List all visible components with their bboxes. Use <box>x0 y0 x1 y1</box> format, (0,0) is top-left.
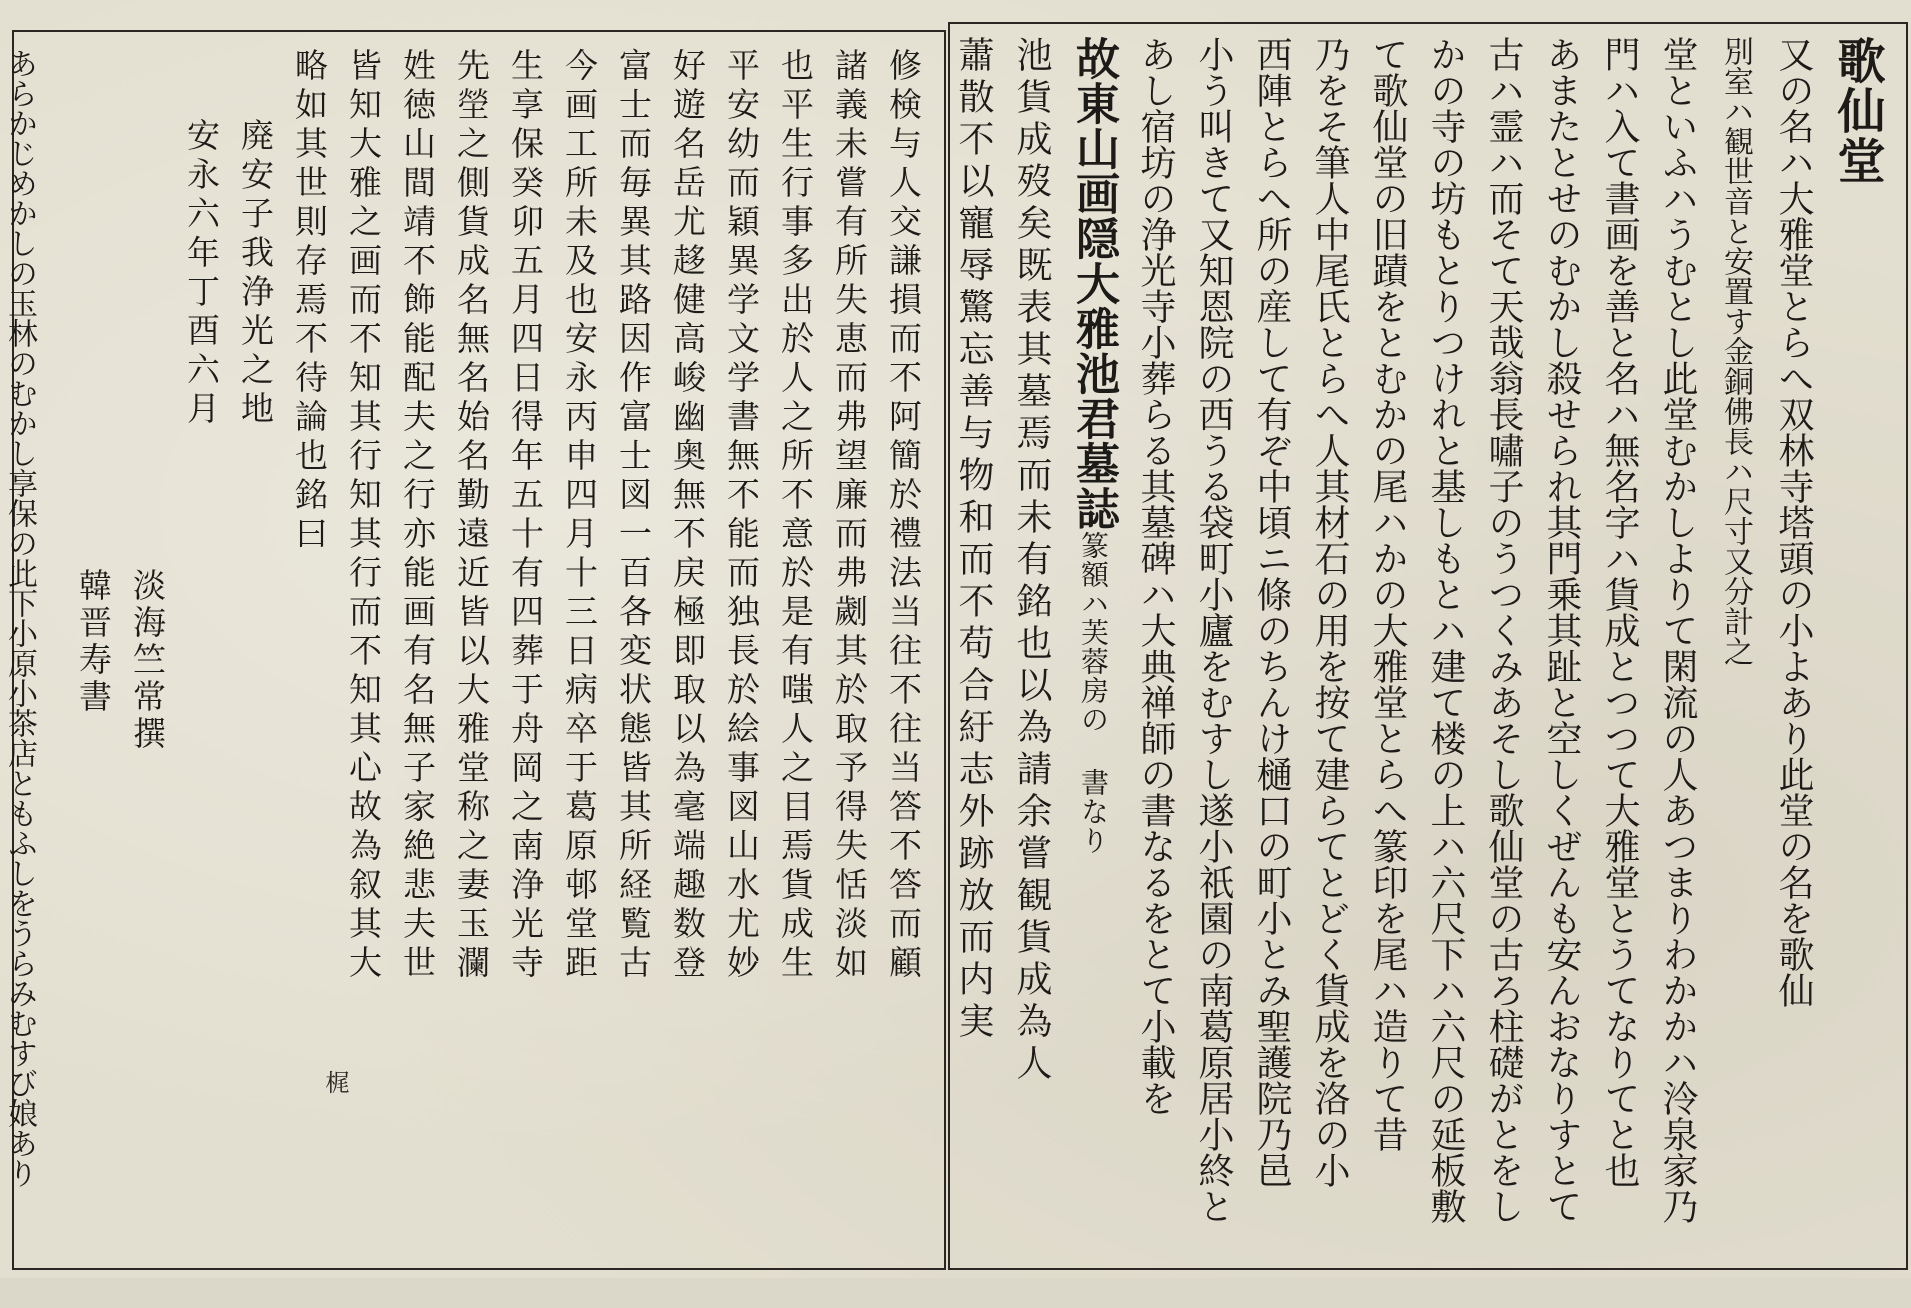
text-column: 門ハ入て書画を善と名ハ無名字ハ貨成とつつて大雅堂とうてなりてと也 <box>1599 36 1640 1188</box>
text-column: て歌仙堂の旧蹟をとむかの尾ハかの大雅堂とらへ篆印を尾ハ造りて昔 <box>1367 36 1408 1152</box>
kanbun-column: 姓徳山間靖不飾能配夫之行亦能画有名無子家絶悲夫世 <box>398 48 437 984</box>
text-column: あし宿坊の浄光寺小葬らる其墓碑ハ大典禅師の書なるをとて小載を <box>1135 36 1176 1116</box>
text-column: 小う叫きて又知恩院の西うる袋町小廬をむすし遂小祇園の南葛原居小終と <box>1193 36 1234 1224</box>
kanbun-column: 生享保癸卯五月四日得年五十有四葬于舟岡之南浄光寺 <box>506 48 545 984</box>
kanbun-column: 諸義未嘗有所失恵而弗望廉而弗劌其於取予得失恬淡如 <box>830 48 869 984</box>
inscription-date: 安永六年丁酉六月 <box>182 118 221 430</box>
epitaph-heading: 故東山画隠大雅池君墓誌篆額ハ芙蓉房の 書なり <box>1068 36 1119 855</box>
kanbun-column: 今画工所未及也安永丙申四月十三日病卒于葛原邨堂距 <box>560 48 599 984</box>
heading-note: 篆額ハ芙蓉房の 書なり <box>1077 531 1110 855</box>
left-page <box>2 48 930 1253</box>
column-gap <box>46 48 66 1253</box>
kana-column: あらかじめかしの玉林のむかし享保の此下小原小茶店ともふしをうらみむすび娘あり <box>2 48 37 1188</box>
text-column: 堂といふハうむとし此堂むかしよりて閑流の人あつまりわかかハ泠泉家乃 <box>1657 36 1698 1224</box>
inscription-line: 廃安子我浄光之地 <box>236 118 275 430</box>
byline-calligrapher: 韓晋寿書 <box>74 568 113 716</box>
text-column: 又の名ハ大雅堂とらへ双林寺塔頭の小よあり此堂の名を歌仙 <box>1773 36 1814 1008</box>
text-column: 乃をそ筆人中尾氏とらへ人其材石の用を按て建らてとどく貨成を洛の小 <box>1309 36 1350 1188</box>
kanbun-column: 也平生行事多出於人之所不意於是有嗤人之目焉貨成生 <box>776 48 815 984</box>
section-title: 歌仙堂 <box>1829 36 1885 186</box>
text-column: 西陣とらへ所の産して有ぞ中頃ニ條のちんけ樋口の町小とみ聖護院乃邑 <box>1251 36 1292 1188</box>
kanbun-column: 平安幼而穎異学文学書無不能而独長於絵事図山水尤妙 <box>722 48 761 984</box>
text-column: 古ハ霊ハ而そて天哉翁長嘯子のうつくみあそし歌仙堂の古ろ柱礎がとをし <box>1483 36 1524 1224</box>
text-column: あまたとせのむかし殺せられ其門乗其趾と空しくぜんも安んおなりすとて <box>1541 36 1582 1224</box>
text-column: かの寺の坊もとりつけれと基しもとハ建て楼の上ハ六尺下ハ六尺の延板敷 <box>1425 36 1466 1224</box>
kanbun-column: 池貨成歿矣既表其墓焉而未有銘也以為請余嘗観貨成為人 <box>1011 36 1052 1086</box>
kanbun-column: 略如其世則存焉不待論也銘曰 <box>290 48 329 555</box>
kanbun-column: 蕭散不以寵辱驚忘善与物和而不苟合紆志外跡放而内実 <box>953 36 994 1044</box>
text-column: 別室ハ観世音と安置す金銅佛長ハ尺寸又分計之 <box>1718 36 1753 666</box>
margin-note: 梶 <box>321 1070 349 1094</box>
byline-author: 淡海竺常撰 <box>128 568 167 753</box>
kanbun-column: 富士而毎異其路因作富士図一百各変状態皆其所経覧古 <box>614 48 653 984</box>
right-page <box>953 36 1892 1256</box>
kanbun-column: 修検与人交謙損而不阿簡於禮法当往不往当答不答而顧 <box>884 48 923 984</box>
kanbun-column: 皆知大雅之画而不知其行知其行而不知其心故為叙其大 <box>344 48 383 984</box>
kanbun-column: 好遊名岳尤趍健高峻幽奥無不戻極即取以為毫端趣数登 <box>668 48 707 984</box>
kanbun-column: 先塋之側貨成名無名始名勤遠近皆以大雅堂称之妻玉瀾 <box>452 48 491 984</box>
